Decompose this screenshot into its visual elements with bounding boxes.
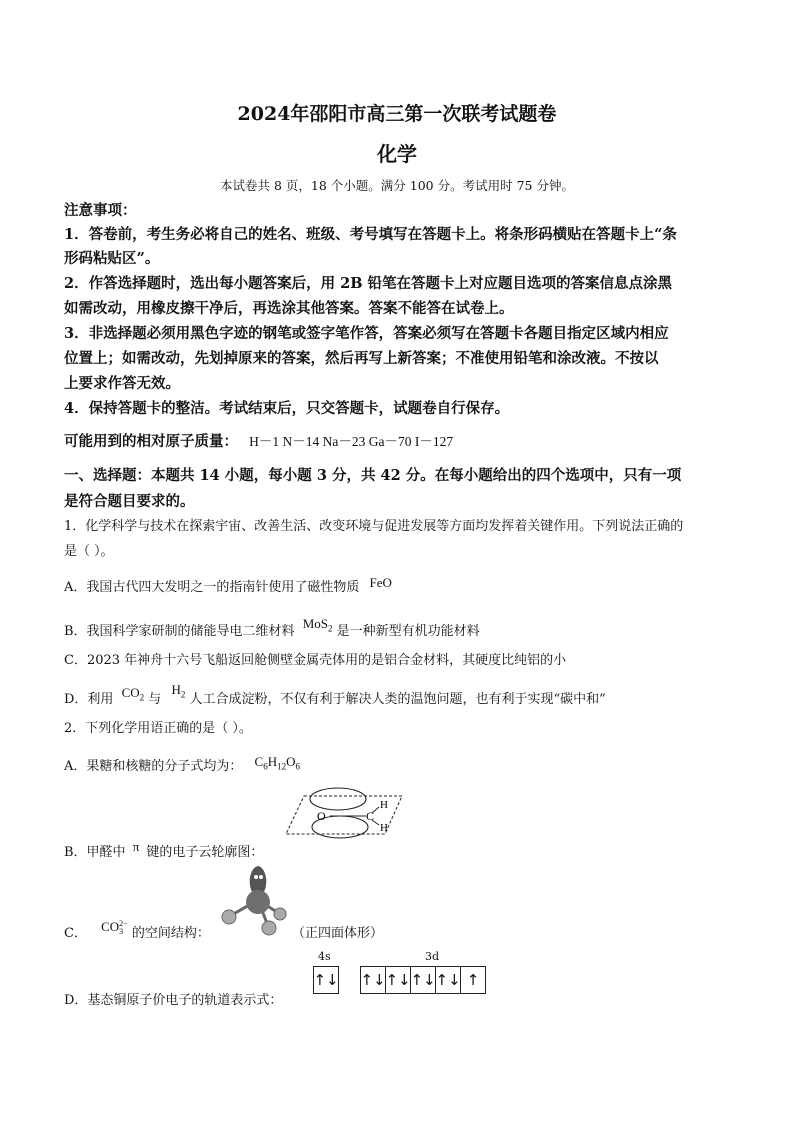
atomic-mass-values: H－1 N－14 Na－23 Ga－70 I－127 bbox=[249, 434, 454, 449]
q2-option-a-formula: $C_6H_{12}O_6$ bbox=[254, 754, 300, 772]
notice-item-2-line-1: 2．作答选择题时，选出每小题答案后，用 2B 铅笔在答题卡上对应题目选项的答案信息点涂黑 bbox=[64, 275, 673, 292]
q1-option-b-formula-main: MoS bbox=[302, 616, 328, 631]
q1-option-d-co2-sub: 2 bbox=[139, 692, 145, 703]
fig-atom-h-bottom: H bbox=[380, 822, 388, 834]
q1-option-d-text-pre: D．利用 bbox=[64, 692, 114, 707]
q1-option-d-h2 bbox=[171, 682, 186, 700]
atomic-mass-label: 可能用到的相对原子质量： bbox=[64, 433, 238, 450]
q1-option-d-co2 bbox=[121, 685, 145, 703]
q2-option-a-text: A．果糖和核糖的分子式均为： bbox=[64, 759, 243, 774]
q1-option-d bbox=[64, 682, 606, 709]
fig-atom-o: O bbox=[317, 809, 326, 823]
orbital-3d-cell: ↑↓ bbox=[385, 967, 410, 993]
carbonate-model-figure bbox=[218, 862, 290, 938]
orbital-3d-cell: ↑↓ bbox=[435, 967, 460, 993]
q1-option-b-formula-sub: 2 bbox=[328, 623, 333, 634]
exam-info: 本试卷共 8 页，18 个小题。满分 100 分。考试用时 75 分钟。 bbox=[220, 178, 574, 193]
orbital-4s-box bbox=[313, 966, 339, 994]
q1-option-d-co2-main: CO bbox=[121, 685, 140, 700]
q2-option-b-text-pre: B．甲醛中 bbox=[64, 845, 126, 860]
notice-item-2-line-2: 如需改动，用橡皮擦干净后，再选涂其他答案。答案不能答在试卷上。 bbox=[64, 300, 514, 317]
orbital-3d-cell: ↑↓ bbox=[360, 971, 386, 989]
q2-option-c-text-mid: 的空间结构： bbox=[131, 926, 210, 941]
q1-option-b-formula bbox=[302, 616, 333, 634]
q2-option-a bbox=[64, 755, 300, 776]
fig-atom-h-top: H bbox=[380, 799, 388, 811]
q2-option-b-pi: π bbox=[132, 839, 140, 854]
q2-option-c bbox=[64, 919, 210, 942]
orbital-3d-box bbox=[360, 966, 486, 994]
q2-stem: 2．下列化学用语正确的是（ ）。 bbox=[64, 721, 252, 736]
q1-option-c: C．2023 年神舟十六号飞船返回舱侧壁金属壳体用的是铝合金材料，其硬度比纯铝的小 bbox=[64, 653, 567, 668]
notice-item-1-line-2: 形码粘贴区”。 bbox=[64, 250, 160, 267]
notice-item-3-line-1: 3．非选择题必须用黑色字迹的钢笔或签字笔作答，答案必须写在答题卡各题目指定区域内相应 bbox=[64, 325, 669, 342]
q2-option-c-ion-sub: 3 bbox=[119, 927, 124, 937]
q2-option-c-text-post: （正四面体形） bbox=[292, 926, 384, 941]
section-1-line-1: 一、选择题：本题共 14 小题，每小题 3 分，共 42 分。在每小题给出的四个选项中，只有一项 bbox=[64, 467, 682, 484]
q1-stem-line-1: 1．化学科学与技术在探索宇宙、改善生活、改变环境与促进发展等方面均发挥着关键作用。下列说法正确的 bbox=[64, 519, 684, 534]
q2-option-b-text-post: 键的电子云轮廓图： bbox=[146, 845, 264, 860]
fig-atom-c: C bbox=[366, 809, 375, 823]
orbital-3d-cell: ↑ bbox=[460, 967, 485, 993]
q2-option-b bbox=[64, 841, 263, 860]
orbital-label-4s: 4s bbox=[318, 950, 331, 963]
q1-stem-line-2: 是（ ）。 bbox=[64, 544, 114, 559]
q1-option-b bbox=[64, 616, 480, 641]
subject-title: 化学 bbox=[377, 142, 417, 166]
q1-option-b-text-pre: B．我国科学家研制的储能导电二维材料 bbox=[64, 624, 295, 639]
q2-option-c-text-pre: C． bbox=[64, 926, 87, 941]
q1-option-b-text-post: 是一种新型有机功能材料 bbox=[336, 624, 480, 639]
notice-item-3-line-3: 上要求作答无效。 bbox=[64, 375, 180, 392]
exam-title: 2024年邵阳市高三第一次联考试题卷 bbox=[237, 103, 557, 125]
notice-item-3-line-2: 位置上；如需改动，先划掉原来的答案，然后再写上新答案；不准使用铅笔和涂改液。不按以 bbox=[64, 350, 659, 367]
orbital-4s-cell: ↑↓ bbox=[313, 971, 339, 989]
section-1-line-2: 是符合题目要求的。 bbox=[64, 493, 195, 510]
orbital-label-3d: 3d bbox=[425, 950, 440, 963]
q2-option-c-ion-sup: 2− bbox=[119, 919, 128, 929]
q1-option-d-text-mid: 与 bbox=[148, 692, 162, 707]
q2-option-c-ion bbox=[101, 919, 128, 937]
notice-item-4: 4．保持答题卡的整洁。考试结束后，只交答题卡，试题卷自行保存。 bbox=[64, 400, 510, 417]
q1-option-a-text: A．我国古代四大发明之一的指南针使用了磁性物质 bbox=[64, 580, 360, 595]
q1-option-a-formula: FeO bbox=[369, 575, 392, 590]
orbital-3d-cell: ↑↓ bbox=[410, 967, 435, 993]
q1-option-d-text-post: 人工合成淀粉，不仅有利于解决人类的温饱问题，也有利于实现“碳中和” bbox=[189, 692, 606, 707]
formaldehyde-pi-cloud-figure bbox=[282, 778, 410, 840]
notice-item-1-line-1: 1．答卷前，考生务必将自己的姓名、班级、考号填写在答题卡上。将条形码横贴在答题卡上“条 bbox=[64, 226, 677, 243]
q1-option-a bbox=[64, 576, 392, 595]
q1-option-d-h2-main: H bbox=[171, 682, 181, 697]
atomic-mass-line bbox=[64, 430, 453, 451]
notice-heading: 注意事项： bbox=[64, 202, 137, 219]
q2-option-c-ion-main: CO bbox=[101, 919, 120, 934]
q1-option-d-h2-sub: 2 bbox=[180, 689, 186, 700]
q2-option-d: D．基态铜原子价电子的轨道表示式： bbox=[64, 993, 283, 1008]
